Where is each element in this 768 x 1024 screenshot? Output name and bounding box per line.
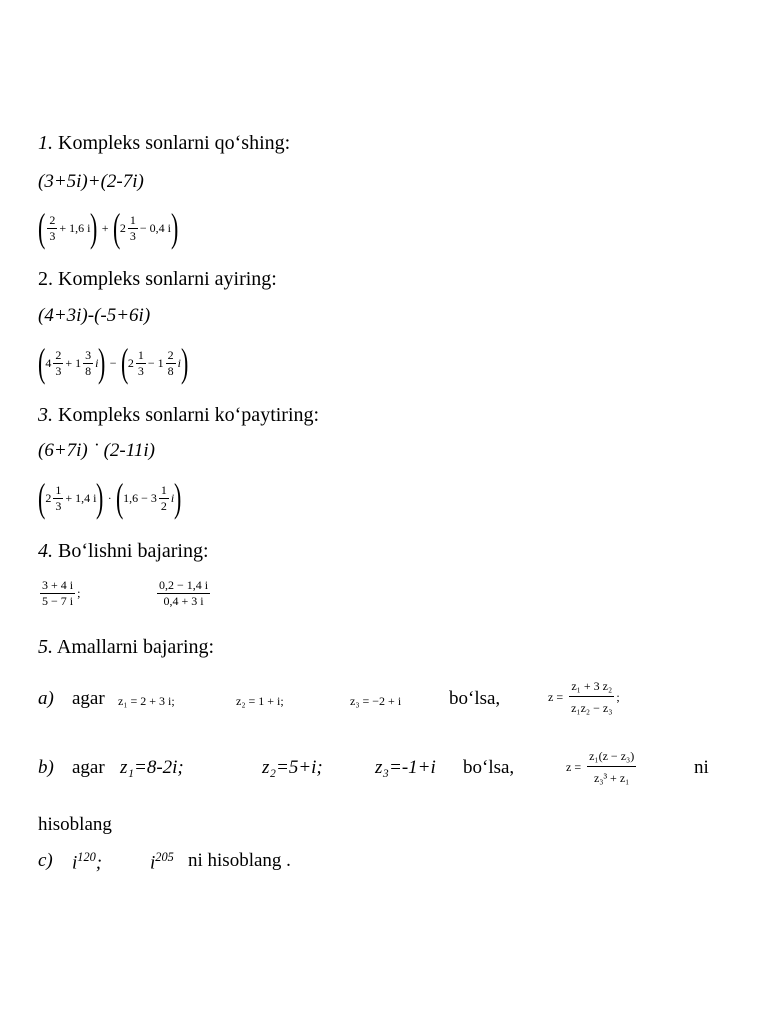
task3-expression: (6+7i) ˙ (2-11i) xyxy=(38,440,155,461)
task5b-z3: z₃=-1+i xyxy=(375,757,436,778)
task2-expression: (4+3i)-(-5+6i) xyxy=(38,305,151,326)
task3-number: 3. xyxy=(38,404,53,426)
task1-expression: (3+5i)+(2-7i) xyxy=(38,171,144,192)
task5c-tail: ni hisoblang . xyxy=(188,850,291,871)
task5a-formula: z = $\frac{\text{z₁ + 3 z₂}}{\text{z₁z₂ − z₃}}$ ; xyxy=(548,676,620,719)
task1-number: 1. xyxy=(38,132,53,154)
task5b-ni: ni xyxy=(694,757,709,778)
task5a-label: a) xyxy=(38,688,54,709)
task5b-bolsa: bo‘lsa, xyxy=(463,757,515,778)
task5b-z2: z₂=5+i; xyxy=(262,757,323,778)
task2-title: Kompleks sonlarni ayiring: xyxy=(58,268,277,290)
task3-title: Kompleks sonlarni ko‘paytiring: xyxy=(58,404,320,426)
task4-number: 4. xyxy=(38,540,53,562)
task5a-z2: z₂ = 1 + i; xyxy=(236,694,284,708)
task4-heading xyxy=(38,540,209,563)
task5b-agar: agar xyxy=(72,757,105,778)
task1-math: ( $\frac{2}{3}$ + 1,6 i ) + ( 2 $\frac{1}{3}$ − 0,4 i ) xyxy=(37,205,179,250)
task5-heading xyxy=(38,636,214,659)
task1-heading xyxy=(38,132,290,155)
task3-heading xyxy=(38,404,319,427)
task5b-row xyxy=(38,757,54,779)
task5c-power-1: $i^{120}$; xyxy=(72,850,103,874)
task5b-formula: z = $\frac{\text{z₁(z − z₃)}}{\text{z₃³ + z₁}}$ xyxy=(566,746,638,789)
task2-heading xyxy=(38,268,277,291)
task5c-power-2: $i^{205}$ xyxy=(150,850,174,874)
task2-math: ( 4 $\frac{2}{3}$ + 1 $\frac{3}{8}$ i ) − ( 2 $\frac{1}{3}$ − 1 $\frac{2}{8}$ i ) xyxy=(37,340,189,385)
task3-math: ( 2 $\frac{1}{3}$ + 1,4 i ) · ( 1,6 − 3 $\frac{1}{2}$ i ) xyxy=(37,475,182,520)
task5b-z1: z₁=8-2i; xyxy=(120,757,184,778)
task4-title: Bo‘lishni bajaring: xyxy=(58,540,209,562)
task5b-label: b) xyxy=(38,757,54,778)
task5-title: Amallarni bajaring: xyxy=(56,636,215,658)
task5a-z3: z₃ = −2 + i xyxy=(350,694,402,708)
task1-title: Kompleks sonlarni qo‘shing: xyxy=(58,132,291,154)
task2-number: 2. xyxy=(38,268,53,290)
task5-number: 5. xyxy=(38,636,53,658)
task5a-bolsa: bo‘lsa, xyxy=(449,688,501,709)
task5a-z1: z₁ = 2 + 3 i; xyxy=(118,694,175,708)
task4-fraction-1: $\frac{3 + 4 i}{5 - 7 i}$ ; xyxy=(42,578,81,608)
task5-hisoblang: hisoblang xyxy=(38,814,112,835)
task5c-row xyxy=(38,850,53,872)
task5a-agar: agar xyxy=(72,688,105,709)
task5c-label: c) xyxy=(38,850,53,871)
task5a-row xyxy=(38,688,54,710)
task4-fraction-2: $\frac{0,2 - 1,4 i}{0,4 + 3 i}$ xyxy=(159,578,209,608)
